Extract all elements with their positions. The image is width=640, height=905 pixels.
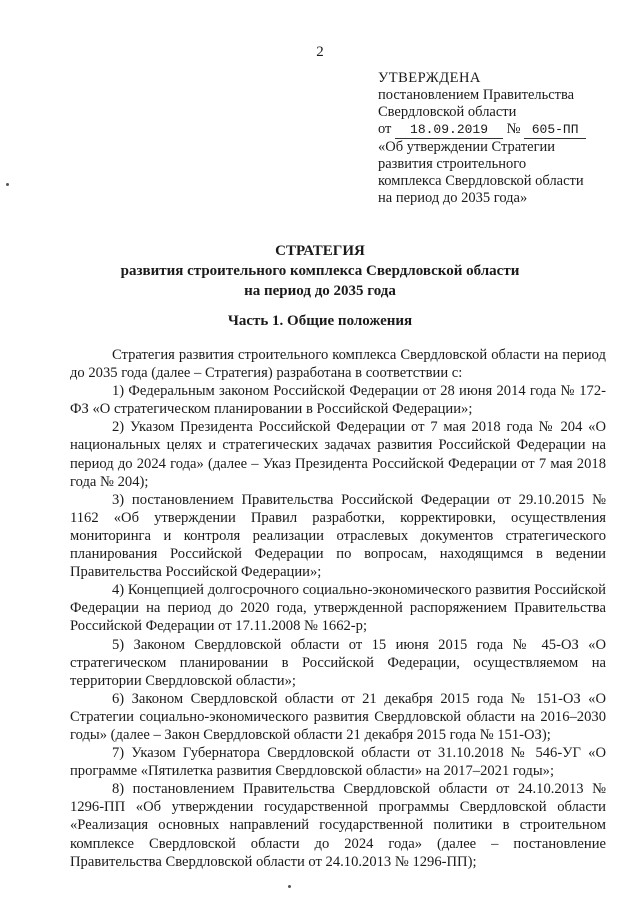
- paragraph: 6) Законом Свердловской области от 21 декабря 2015 года № 151-ОЗ «О Стратегии социально-экономического развития Свердловской области на 2016–2030 годы» (далее – Закон Свердловской области 21 декабря 2015 года № 151-ОЗ);: [70, 690, 606, 743]
- paragraph: 2) Указом Президента Российской Федерации от 7 мая 2018 года № 204 «О национальных целях и стратегических задачах развития Российской Федерации на период до 2024 года» (далее – Указ Президента Российской Федерации от 7 мая 2018 года № 204);: [70, 419, 606, 490]
- number-prefix: №: [506, 121, 521, 137]
- paragraph: 4) Концепцией долгосрочного социально-экономического развития Российской Федерации на период до 2020 года, утвержденной распоряжением Правительства Российской Федерации от 17.11.2008 № 1662-р;: [70, 582, 606, 635]
- paragraph: 5) Законом Свердловской области от 15 июня 2015 года № 45-ОЗ «О стратегическом планировании в Российской Федерации, осуществляемом на территории Свердловской области»;: [70, 636, 606, 689]
- approval-title-line-1: «Об утверждении Стратегии: [378, 139, 556, 155]
- paragraph: 1) Федеральным законом Российской Федерации от 28 июня 2014 года № 172-ФЗ «О стратегическом планировании в Российской Федерации»;: [70, 383, 606, 418]
- document-title-line-2: развития строительного комплекса Свердловской области: [120, 263, 520, 279]
- approval-title-line-2: развития строительного: [378, 156, 527, 172]
- paragraph: 7) Указом Губернатора Свердловской области от 31.10.2018 № 546-УГ «О программе «Пятилетка развития Свердловской области» на 2017–2021 годы»;: [70, 745, 606, 780]
- scan-speck: [288, 885, 291, 888]
- date-prefix: от: [378, 121, 392, 137]
- approval-date-line: [378, 121, 628, 139]
- document-title-line-1: СТРАТЕГИЯ: [275, 243, 365, 259]
- document-title: [0, 241, 640, 301]
- approval-block: [378, 70, 628, 207]
- approval-date: 18.09.2019: [395, 121, 503, 139]
- approval-heading: УТВЕРЖДЕНА: [378, 70, 481, 86]
- approval-title-line-3: комплекса Свердловской области: [378, 173, 584, 189]
- part-title: Часть 1. Общие положения: [227, 313, 413, 329]
- scan-speck: [6, 183, 9, 186]
- paragraph: Стратегия развития строительного комплекса Свердловской области на период до 2035 года (далее – Стратегия) разработана в соответствии с:: [70, 347, 606, 382]
- approval-number: 605-ПП: [524, 121, 586, 139]
- paragraph: 3) постановлением Правительства Российской Федерации от 29.10.2015 № 1162 «Об утверждении Правил разработки, корректировки, осуществления мониторинга и контроля реализации отраслевых документов стратегического планирования Российской Федерации по вопросам, находящимся в ведении Правительства Российской Федерации»;: [70, 491, 606, 581]
- approval-line-1: постановлением Правительства: [378, 87, 575, 103]
- page-number: 2: [316, 44, 324, 60]
- body-text: [70, 346, 606, 871]
- approval-title-line-4: на период до 2035 года»: [378, 190, 528, 206]
- document-title-line-3: на период до 2035 года: [244, 283, 396, 299]
- paragraph: 8) постановлением Правительства Свердловской области от 24.10.2013 № 1296-ПП «Об утверждении государственной программы Свердловской области «Реализация основных направлений государственной политики в строительном комплексе Свердловской области до 2024 года» (далее – постановление Правительства Свердловской области от 24.10.2013 № 1296-ПП);: [70, 781, 606, 870]
- approval-line-2: Свердловской области: [378, 104, 517, 120]
